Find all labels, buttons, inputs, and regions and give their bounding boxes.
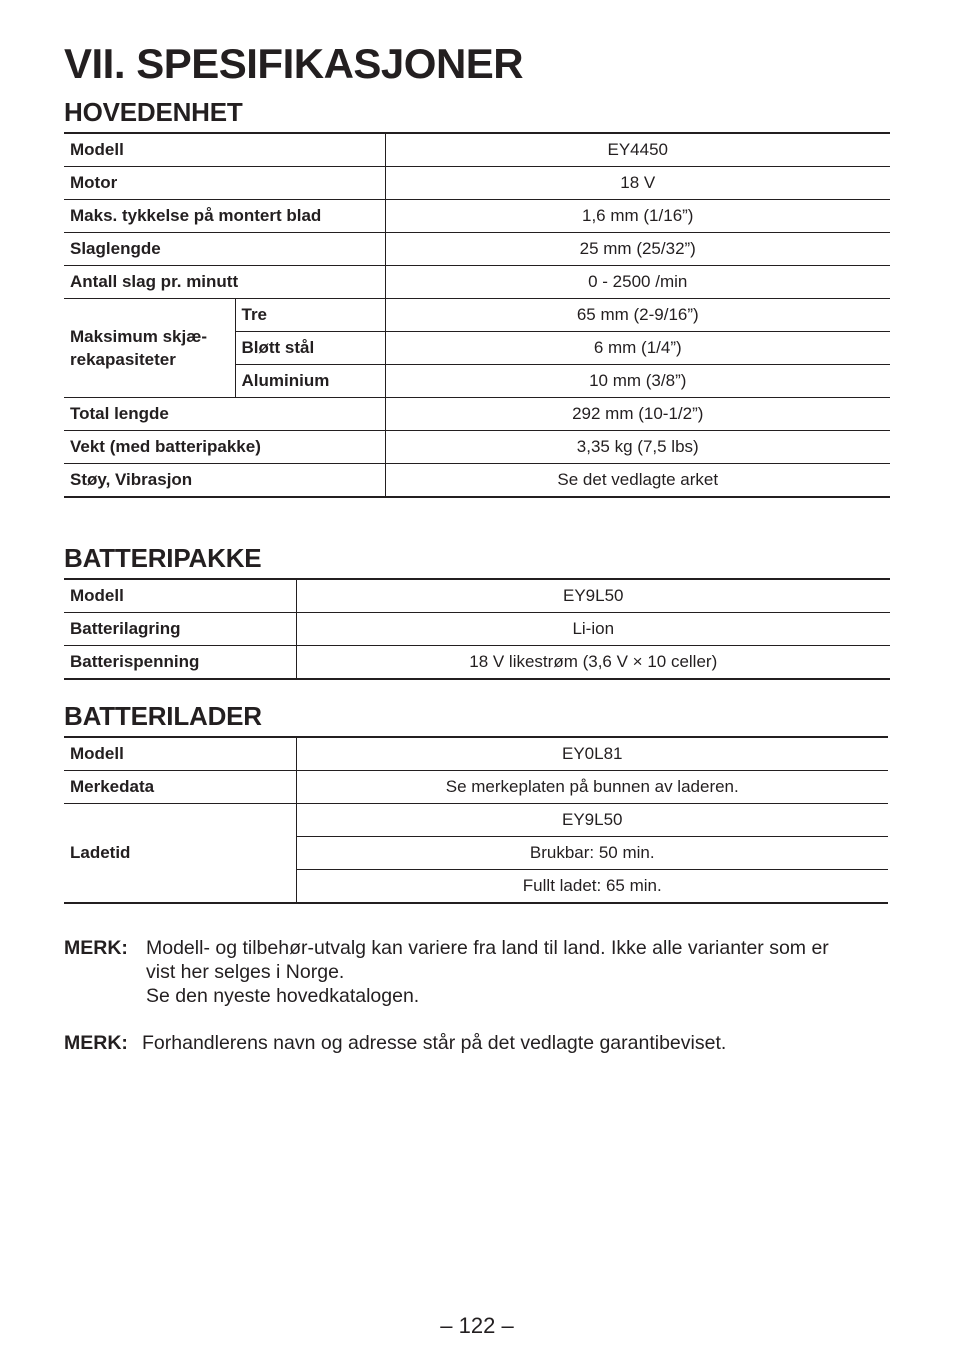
row-value: 18 V likestrøm (3,6 V × 10 celler)	[296, 646, 890, 680]
row-label: Modell	[64, 579, 296, 613]
row-label: Modell	[64, 737, 296, 771]
note-line: vist her selges i Norge.	[146, 961, 345, 983]
charge-time-value: Fullt ladet: 65 min.	[296, 870, 888, 904]
table-row	[64, 771, 888, 804]
row-value: Se det vedlagte arket	[385, 464, 890, 498]
row-value: EY4450	[385, 133, 890, 167]
table-row	[64, 133, 890, 167]
table-row	[64, 431, 890, 464]
capacity-label: Maksimum skjæ-rekapasiteter	[64, 299, 235, 398]
row-value: 25 mm (25/32”)	[385, 233, 890, 266]
row-value: 1,6 mm (1/16”)	[385, 200, 890, 233]
note-text	[146, 936, 886, 1008]
row-label: Batterilagring	[64, 613, 296, 646]
capacity-value: 65 mm (2-9/16”)	[385, 299, 890, 332]
note-1	[64, 936, 890, 1008]
capacity-material: Aluminium	[235, 365, 385, 398]
row-value: EY0L81	[296, 737, 888, 771]
row-label: Støy, Vibrasjon	[64, 464, 385, 498]
row-label: Maks. tykkelse på montert blad	[64, 200, 385, 233]
row-label: Merkedata	[64, 771, 296, 804]
row-value: Li-ion	[296, 613, 890, 646]
row-value: 292 mm (10-1/2”)	[385, 398, 890, 431]
battery-pack-heading: BATTERIPAKKE	[64, 543, 262, 573]
note-text	[142, 1031, 882, 1055]
note-label: MERK:	[64, 1032, 128, 1054]
row-label: Vekt (med batteripakke)	[64, 431, 385, 464]
table-row	[64, 646, 890, 680]
row-label: Antall slag pr. minutt	[64, 266, 385, 299]
row-label: Modell	[64, 133, 385, 167]
row-value: 3,35 kg (7,5 lbs)	[385, 431, 890, 464]
row-label: Slaglengde	[64, 233, 385, 266]
main-unit-heading: HOVEDENHET	[64, 97, 243, 127]
note-2	[64, 1031, 890, 1055]
charge-time-value: Brukbar: 50 min.	[296, 837, 888, 870]
page-title: VII. SPESIFIKASJONER	[64, 40, 524, 87]
charger-table	[64, 736, 888, 904]
row-label: Batterispenning	[64, 646, 296, 680]
page-number: – 122 –	[440, 1313, 514, 1338]
table-row	[64, 579, 890, 613]
table-row	[64, 464, 890, 498]
table-row	[64, 266, 890, 299]
table-row	[64, 804, 888, 837]
row-value: Se merkeplaten på bunnen av laderen.	[296, 771, 888, 804]
note-label: MERK:	[64, 937, 128, 959]
note-line: Se den nyeste hovedkatalogen.	[146, 985, 420, 1007]
note-line: Forhandlerens navn og adresse står på det vedlagte garantibeviset.	[142, 1032, 727, 1054]
charge-time-value: EY9L50	[296, 804, 888, 837]
table-row	[64, 200, 890, 233]
row-value: 18 V	[385, 167, 890, 200]
capacity-material: Tre	[235, 299, 385, 332]
table-row	[64, 398, 890, 431]
note-line: Modell- og tilbehør-utvalg kan variere fra land til land. Ikke alle varianter som er	[146, 937, 829, 959]
table-row	[64, 613, 890, 646]
battery-pack-table	[64, 578, 890, 680]
row-label: Motor	[64, 167, 385, 200]
charger-heading: BATTERILADER	[64, 701, 262, 731]
table-row	[64, 233, 890, 266]
capacity-material: Bløtt stål	[235, 332, 385, 365]
capacity-value: 6 mm (1/4”)	[385, 332, 890, 365]
row-value: EY9L50	[296, 579, 890, 613]
charge-time-label: Ladetid	[64, 804, 296, 904]
capacity-value: 10 mm (3/8”)	[385, 365, 890, 398]
row-value: 0 - 2500 /min	[385, 266, 890, 299]
main-unit-table	[64, 132, 890, 498]
row-label: Total lengde	[64, 398, 385, 431]
table-row	[64, 299, 890, 332]
table-row	[64, 167, 890, 200]
table-row	[64, 737, 888, 771]
